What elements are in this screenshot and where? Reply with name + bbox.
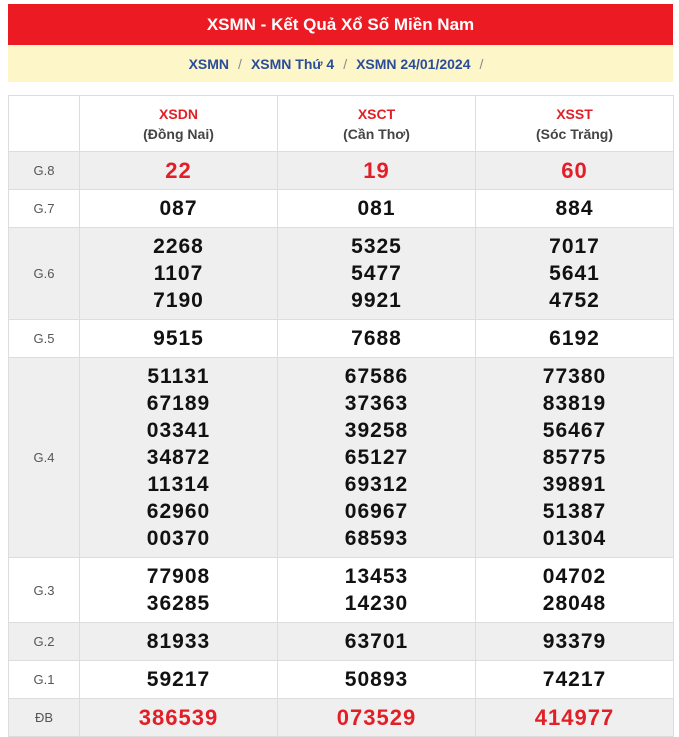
prize-label: G.1: [9, 661, 80, 699]
prize-number: 19: [363, 158, 390, 183]
prize-number: 51131: [147, 365, 210, 388]
prize-number: 073529: [336, 705, 417, 730]
prize-number: 28048: [542, 592, 607, 615]
prize-cell: [278, 228, 476, 320]
prize-number: 5477: [351, 262, 402, 285]
breadcrumb-separator: /: [479, 55, 484, 72]
prize-cell: [476, 228, 674, 320]
breadcrumb-xsmn[interactable]: XSMN: [188, 55, 230, 72]
prize-label: G.4: [9, 358, 80, 558]
prize-number: 06967: [344, 500, 409, 523]
province-header-soctrang: [476, 96, 674, 152]
prize-cell: [476, 358, 674, 558]
prize-number: 93379: [542, 630, 607, 653]
prize-cell: [476, 558, 674, 623]
prize-row: [9, 152, 674, 190]
prize-number: 51387: [542, 500, 607, 523]
province-header-cantho: [278, 96, 476, 152]
breadcrumb-separator: /: [343, 55, 348, 72]
province-header-row: [9, 96, 674, 152]
prize-cell: [80, 661, 278, 699]
prize-number: 63701: [344, 630, 409, 653]
province-code[interactable]: XSDN: [159, 105, 198, 122]
prize-number: 6192: [549, 327, 600, 350]
prize-number: 62960: [146, 500, 211, 523]
prize-number: 386539: [138, 705, 219, 730]
province-name: (Cần Thơ): [343, 125, 410, 142]
prize-number: 67189: [146, 392, 211, 415]
prize-number: 5641: [549, 262, 600, 285]
province-name: (Sóc Trăng): [535, 125, 613, 142]
prize-number: 01304: [542, 527, 607, 550]
prize-number: 37363: [344, 392, 409, 415]
prize-cell: [80, 558, 278, 623]
prize-number: 9921: [351, 289, 402, 312]
province-name: (Đồng Nai): [143, 125, 214, 142]
prize-cell: [80, 623, 278, 661]
prize-cell: [278, 699, 476, 737]
province-code[interactable]: XSCT: [357, 105, 396, 122]
prize-cell: [80, 699, 278, 737]
breadcrumb: [8, 45, 673, 82]
prize-cell: [476, 320, 674, 358]
prize-cell: [278, 320, 476, 358]
prize-label: G.6: [9, 228, 80, 320]
prize-number: 14230: [344, 592, 409, 615]
corner-cell: [9, 96, 80, 152]
prize-number: 13453: [344, 565, 409, 588]
prize-number: 884: [555, 197, 594, 220]
prize-label: G.2: [9, 623, 80, 661]
prize-label: G.8: [9, 152, 80, 190]
prize-number: 11314: [147, 473, 210, 496]
prize-number: 65127: [344, 446, 409, 469]
prize-number: 7688: [351, 327, 402, 350]
prize-cell: [80, 190, 278, 228]
prize-number: 7190: [153, 289, 204, 312]
prize-number: 50893: [344, 668, 409, 691]
prize-cell: [476, 152, 674, 190]
prize-row: [9, 190, 674, 228]
prize-number: 67586: [344, 365, 409, 388]
prize-number: 00370: [146, 527, 211, 550]
prize-number: 1107: [153, 262, 204, 285]
prize-number: 81933: [146, 630, 211, 653]
prize-cell: [278, 661, 476, 699]
prize-row: [9, 623, 674, 661]
prize-row: [9, 228, 674, 320]
prize-label: G.3: [9, 558, 80, 623]
prize-number: 414977: [534, 705, 615, 730]
prize-cell: [278, 190, 476, 228]
prize-number: 74217: [542, 668, 607, 691]
prize-number: 59217: [146, 668, 211, 691]
prize-number: 56467: [542, 419, 607, 442]
prize-cell: [278, 558, 476, 623]
prize-number: 087: [159, 197, 198, 220]
prize-number: 7017: [549, 235, 600, 258]
prize-row: [9, 320, 674, 358]
prize-number: 34872: [146, 446, 211, 469]
province-header-dongnai: [80, 96, 278, 152]
prize-cell: [278, 152, 476, 190]
prize-number: 081: [357, 197, 396, 220]
prize-cell: [476, 699, 674, 737]
prize-number: 39258: [344, 419, 409, 442]
prize-number: 4752: [549, 289, 600, 312]
prize-label: ĐB: [9, 699, 80, 737]
prize-cell: [278, 623, 476, 661]
prize-number: 60: [561, 158, 588, 183]
prize-cell: [476, 623, 674, 661]
prize-number: 85775: [542, 446, 607, 469]
province-code[interactable]: XSST: [556, 105, 593, 122]
results-table: [8, 95, 674, 737]
breadcrumb-separator: /: [238, 55, 242, 72]
prize-row: [9, 699, 674, 737]
prize-number: 9515: [153, 327, 204, 350]
prize-label: G.7: [9, 190, 80, 228]
prize-number: 04702: [542, 565, 607, 588]
page-title: XSMN - Kết Quả Xổ Số Miền Nam: [8, 4, 673, 45]
prize-cell: [476, 190, 674, 228]
prize-cell: [80, 320, 278, 358]
prize-cell: [80, 228, 278, 320]
prize-cell: [80, 358, 278, 558]
prize-cell: [278, 358, 476, 558]
prize-number: 77380: [542, 365, 607, 388]
breadcrumb-weekday[interactable]: XSMN Thứ 4: [250, 55, 335, 72]
prize-number: 69312: [344, 473, 409, 496]
breadcrumb-date[interactable]: XSMN 24/01/2024: [356, 55, 471, 72]
prize-number: 77908: [146, 565, 211, 588]
prize-cell: [476, 661, 674, 699]
prize-number: 5325: [351, 235, 402, 258]
prize-row: [9, 358, 674, 558]
prize-number: 83819: [542, 392, 607, 415]
prize-row: [9, 558, 674, 623]
prize-cell: [80, 152, 278, 190]
prize-number: 36285: [146, 592, 211, 615]
prize-number: 22: [165, 158, 192, 183]
prize-number: 39891: [542, 473, 607, 496]
prize-number: 2268: [153, 235, 204, 258]
prize-number: 68593: [344, 527, 409, 550]
prize-label: G.5: [9, 320, 80, 358]
prize-row: [9, 661, 674, 699]
prize-number: 03341: [146, 419, 211, 442]
